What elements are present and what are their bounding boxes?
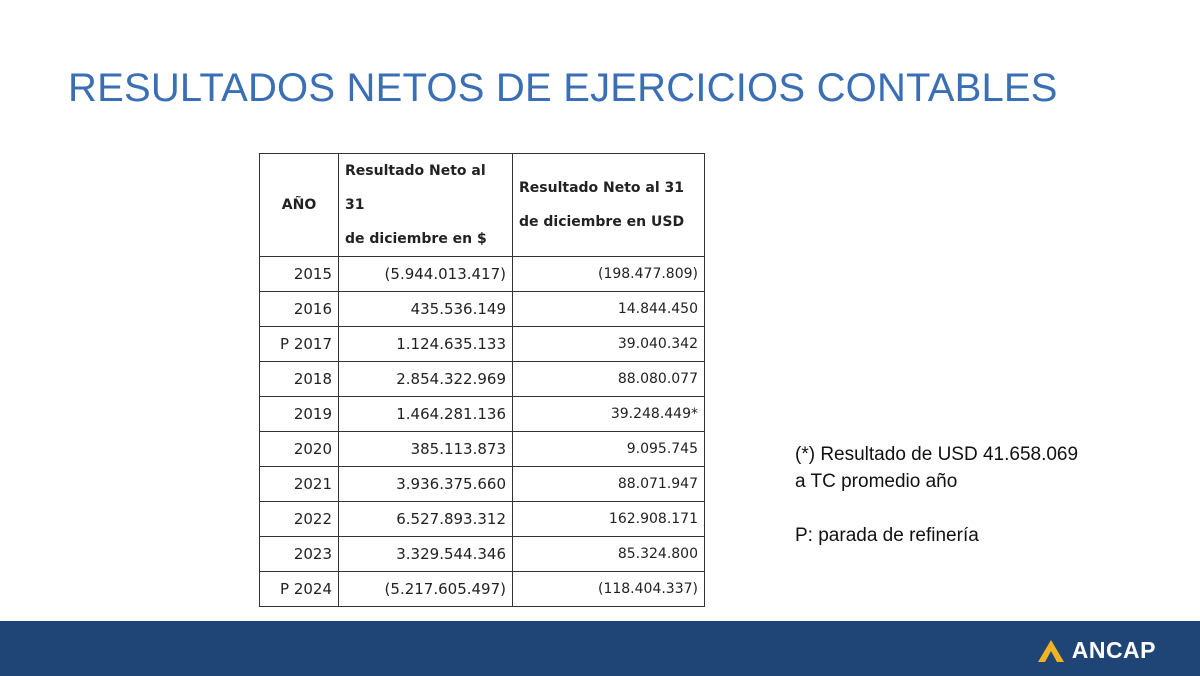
header-result-ars bbox=[339, 154, 513, 257]
ancap-chevron-icon bbox=[1038, 640, 1064, 662]
cell-year: P 2017 bbox=[260, 327, 339, 362]
logo-text: ANCAP bbox=[1071, 637, 1156, 663]
cell-result-usd: 14.844.450 bbox=[513, 292, 705, 327]
header-result-usd bbox=[513, 154, 705, 257]
cell-result-usd: 88.071.947 bbox=[513, 467, 705, 502]
table-row bbox=[260, 397, 705, 432]
header-year: AÑO bbox=[260, 154, 339, 257]
footnote-asterisk-line2: a TC promedio año bbox=[795, 471, 958, 492]
cell-result-usd: (198.477.809) bbox=[513, 257, 705, 292]
cell-result-usd: 85.324.800 bbox=[513, 537, 705, 572]
table-row bbox=[260, 257, 705, 292]
table-row bbox=[260, 467, 705, 502]
cell-result-usd: 88.080.077 bbox=[513, 362, 705, 397]
cell-result-ars: 435.536.149 bbox=[339, 292, 513, 327]
footnote-asterisk-line1: (*) Resultado de USD 41.658.069 bbox=[795, 444, 1079, 465]
cell-result-usd: 162.908.171 bbox=[513, 502, 705, 537]
table-row bbox=[260, 572, 705, 607]
cell-year: 2016 bbox=[260, 292, 339, 327]
cell-result-ars: 1.464.281.136 bbox=[339, 397, 513, 432]
cell-result-usd: 39.248.449* bbox=[513, 397, 705, 432]
table-row bbox=[260, 502, 705, 537]
table-row bbox=[260, 327, 705, 362]
cell-year: 2021 bbox=[260, 467, 339, 502]
cell-result-ars: (5.944.013.417) bbox=[339, 257, 513, 292]
cell-result-ars: (5.217.605.497) bbox=[339, 572, 513, 607]
table-row bbox=[260, 432, 705, 467]
slide-title: RESULTADOS NETOS DE EJERCICIOS CONTABLES bbox=[68, 66, 1058, 110]
footnote bbox=[795, 441, 1078, 549]
header-result-ars-line2: de diciembre en $ bbox=[345, 231, 487, 247]
cell-result-ars: 385.113.873 bbox=[339, 432, 513, 467]
cell-year: 2019 bbox=[260, 397, 339, 432]
cell-result-ars: 2.854.322.969 bbox=[339, 362, 513, 397]
header-result-usd-line1: Resultado Neto al 31 bbox=[519, 180, 685, 196]
cell-result-usd: (118.404.337) bbox=[513, 572, 705, 607]
cell-year: 2018 bbox=[260, 362, 339, 397]
cell-result-usd: 9.095.745 bbox=[513, 432, 705, 467]
cell-year: 2022 bbox=[260, 502, 339, 537]
cell-result-ars: 3.329.544.346 bbox=[339, 537, 513, 572]
table-row bbox=[260, 292, 705, 327]
table-row bbox=[260, 362, 705, 397]
cell-result-usd: 39.040.342 bbox=[513, 327, 705, 362]
cell-result-ars: 3.936.375.660 bbox=[339, 467, 513, 502]
table-header-row bbox=[260, 154, 705, 257]
cell-year: 2023 bbox=[260, 537, 339, 572]
ancap-logo bbox=[1038, 637, 1156, 664]
cell-year: 2015 bbox=[260, 257, 339, 292]
table-row bbox=[260, 537, 705, 572]
header-result-ars-line1: Resultado Neto al 31 bbox=[345, 163, 486, 213]
results-table bbox=[259, 153, 705, 607]
footnote-p-legend: P: parada de refinería bbox=[795, 525, 979, 546]
cell-year: P 2024 bbox=[260, 572, 339, 607]
cell-year: 2020 bbox=[260, 432, 339, 467]
cell-result-ars: 6.527.893.312 bbox=[339, 502, 513, 537]
footer-bar bbox=[0, 621, 1200, 676]
header-result-usd-line2: de diciembre en USD bbox=[519, 214, 685, 230]
cell-result-ars: 1.124.635.133 bbox=[339, 327, 513, 362]
